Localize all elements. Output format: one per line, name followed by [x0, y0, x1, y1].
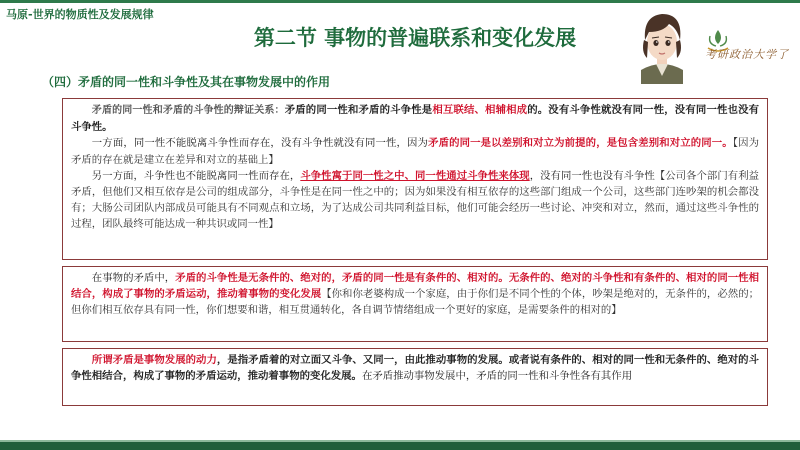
section-heading: （四）矛盾的同一性和斗争性及其在事物发展中的作用 [42, 75, 331, 89]
paragraph-4 [71, 270, 759, 319]
text-span: 矛盾的同一性和矛盾的斗争性是 [284, 104, 433, 116]
text-span: 在事物的矛盾中， [91, 272, 176, 284]
text-span: 在矛盾推动事物发展中，矛盾的同一性和斗争性各有其作用 [361, 370, 633, 383]
emphasis-text: 所谓矛盾是事物发展的动力 [91, 354, 217, 366]
example-note: 【因为矛盾的存在就是建立在差异和对立的基础上】 [71, 137, 760, 166]
text-span: ，是指矛盾着的对立面又斗争、又同一，由此推动事物的发展。或者说有条件的、相对的同一性和无条件的、绝对的斗争性相结合，构成了事物的矛盾运动，推动着事物的变化发展。 [71, 354, 759, 383]
text-span: 另一方面，斗争性也不能脱离同一性而存在， [91, 169, 301, 182]
teacher-avatar [627, 6, 697, 84]
paragraph-3 [71, 168, 759, 233]
content-box-absolute-relative [62, 266, 768, 342]
paragraph-2 [71, 135, 759, 167]
example-note: 【公司各个部门有利益矛盾，但他们又相互依存是公司的组成部分，斗争性是在同一性之中的；因为如果没有相互依存的这些部门组成一个公司，这些部门连吵架的机会都没有；大肠公司团队内部成员可能具有不同观点和立场，为了达成公司共同利益目标，他们可能会经历一些讨论、冲突和对立，然而，通过这些斗争性的过程，团队最终可能达成一种共识或同一性】 [71, 169, 760, 231]
paragraph-1 [71, 102, 759, 135]
course-label: 马原-世界的物质性及发展规律 [6, 8, 154, 21]
text-span: ，没有同一性也没有斗争性 [529, 169, 655, 182]
page-title: 第二节 事物的普遍联系和变化发展 [253, 26, 577, 50]
content-box-dialectical-relation [62, 98, 768, 260]
bottom-accent-band [0, 442, 800, 450]
emphasis-text: 斗争性寓于同一性之中、同一性通过斗争性来体现 [300, 169, 530, 182]
text-span: 的。没有斗争性就没有同一性，没有同一性也没有斗争性。 [71, 104, 760, 134]
emphasis-text: 矛盾的斗争性是无条件的、绝对的，矛盾的同一性是有条件的、相对的。无条件的、绝对的斗争性和有条件的、相对的同一性相结合，构成了事物的矛盾运动，推动着事物的变化发展 [71, 272, 759, 301]
text-span: 一方面，同一性不能脱离斗争性而存在，没有斗争性就没有同一性，因为 [91, 137, 429, 150]
lead-label: 矛盾的同一性和矛盾的斗争性的辩证关系： [91, 105, 285, 116]
brand-logo-text: 考研政治大学了 [705, 48, 789, 61]
example-note: 【你和你老婆构成一个家庭，由于你们是不同个性的个体，吵架是绝对的，无条件的，必然的；但你们相互依存具有同一性，你们想要和谐，相互贯通转化，各自调节情绪组成一个更好的家庭，是需要条件的相对的】 [71, 288, 760, 317]
emphasis-text: 矛盾的同一是以差别和对立为前提的，是包含差别和对立的同一。 [428, 137, 733, 150]
content-box-driving-force [62, 348, 768, 406]
emphasis-text: 相互联结、相辅相成 [432, 104, 528, 116]
paragraph-5 [71, 352, 759, 384]
top-accent-band [0, 0, 800, 3]
